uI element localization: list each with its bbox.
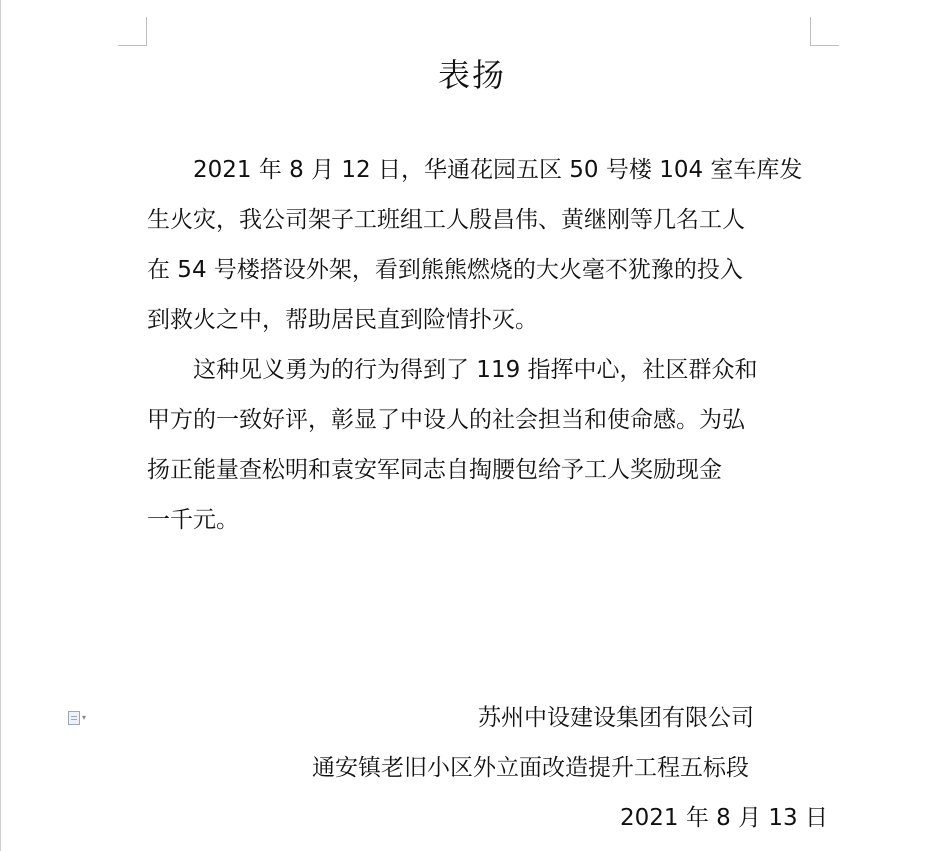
chevron-down-icon: ▾: [82, 713, 87, 722]
paragraph1-line: 在 54 号楼搭设外架，看到熊熊燃烧的大火毫不犹豫的投入: [147, 257, 743, 283]
signature-date: 2021 年 8 月 13 日: [620, 805, 828, 831]
clipboard-icon: [68, 711, 80, 725]
signature-company: 苏州中设建设集团有限公司: [478, 705, 754, 731]
paragraph2-line: 扬正能量查松明和袁安军同志自掏腰包给予工人奖励现金: [147, 457, 722, 483]
paragraph2-line: 这种见义勇为的行为得到了 119 指挥中心，社区群众和: [147, 357, 758, 383]
paragraph1-line: 2021 年 8 月 12 日，华通花园五区 50 号楼 104 室车库发: [147, 157, 803, 183]
crop-mark-top-right: [810, 17, 839, 46]
paste-options-icon[interactable]: [68, 710, 98, 726]
signature-project: 通安镇老旧小区外立面改造提升工程五标段: [312, 755, 749, 781]
paragraph1-line: 生火灾，我公司架子工班组工人殷昌伟、黄继刚等几名工人: [147, 207, 745, 233]
crop-mark-top-left: [118, 17, 147, 46]
paragraph2-line: 一千元。: [147, 507, 239, 533]
paragraph1-line: 到救火之中，帮助居民直到险情扑灭。: [147, 307, 538, 333]
document-title: 表扬: [437, 56, 506, 94]
page-left-border: [0, 0, 1, 851]
paragraph2-line: 甲方的一致好评，彰显了中设人的社会担当和使命感。为弘: [147, 407, 745, 433]
